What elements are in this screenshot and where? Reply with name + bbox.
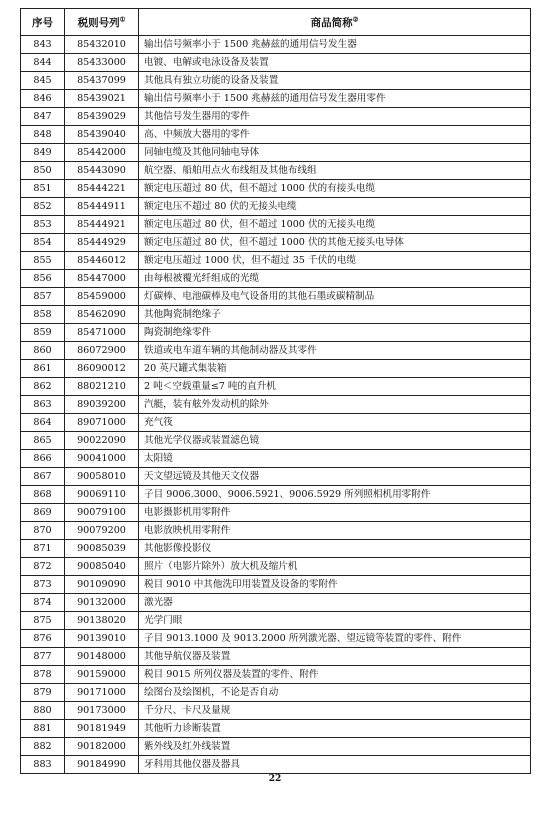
table-row <box>21 450 531 468</box>
tariff-code-cell: 85433000 <box>65 54 139 72</box>
serial-number-cell: 848 <box>21 126 65 144</box>
commodity-name-cell: 高、中频放大器用的零件 <box>139 126 531 144</box>
serial-number-cell: 860 <box>21 342 65 360</box>
tariff-code-cell: 90085039 <box>65 540 139 558</box>
serial-number-cell: 865 <box>21 432 65 450</box>
table-row <box>21 648 531 666</box>
tariff-code-cell: 85462090 <box>65 306 139 324</box>
serial-number-cell: 867 <box>21 468 65 486</box>
tariff-code-cell: 85444921 <box>65 216 139 234</box>
serial-number-cell: 877 <box>21 648 65 666</box>
commodity-name-cell: 额定电压不超过 80 伏的无接头电缆 <box>139 198 531 216</box>
table-row <box>21 126 531 144</box>
serial-number-cell: 881 <box>21 720 65 738</box>
commodity-name-cell: 输出信号频率小于 1500 兆赫兹的通用信号发生器 <box>139 36 531 54</box>
table-row <box>21 684 531 702</box>
serial-number-cell: 866 <box>21 450 65 468</box>
table-row <box>21 702 531 720</box>
commodity-name-cell: 陶瓷制绝缘零件 <box>139 324 531 342</box>
tariff-code-cell: 90022090 <box>65 432 139 450</box>
header-serial-number-label: 序号 <box>32 16 53 29</box>
commodity-name-cell: 子目 9006.3000、9006.5921、9006.5929 所列照相机用零附件 <box>139 486 531 504</box>
serial-number-cell: 870 <box>21 522 65 540</box>
header-tariff-code <box>65 9 139 36</box>
footnote-mark-2: ② <box>352 15 359 23</box>
tariff-code-cell: 85446012 <box>65 252 139 270</box>
serial-number-cell: 857 <box>21 288 65 306</box>
tariff-code-cell: 90079100 <box>65 504 139 522</box>
serial-number-cell: 873 <box>21 576 65 594</box>
serial-number-cell: 851 <box>21 180 65 198</box>
footnote-mark-1: ① <box>119 15 126 23</box>
header-tariff-code-label: 税则号列 <box>77 16 120 29</box>
table-row <box>21 396 531 414</box>
table-row <box>21 288 531 306</box>
serial-number-cell: 854 <box>21 234 65 252</box>
serial-number-cell: 849 <box>21 144 65 162</box>
serial-number-cell: 874 <box>21 594 65 612</box>
commodity-name-cell: 其他光学仪器或装置滤色镜 <box>139 432 531 450</box>
commodity-name-cell: 电影放映机用零附件 <box>139 522 531 540</box>
tariff-code-cell: 90171000 <box>65 684 139 702</box>
commodity-name-cell: 绘图台及绘图机，不论是否自动 <box>139 684 531 702</box>
table-body <box>21 36 531 774</box>
tariff-code-cell: 90159000 <box>65 666 139 684</box>
tariff-code-cell: 90181949 <box>65 720 139 738</box>
tariff-code-cell: 90148000 <box>65 648 139 666</box>
tariff-code-cell: 85442000 <box>65 144 139 162</box>
commodity-name-cell: 电影摄影机用零附件 <box>139 504 531 522</box>
serial-number-cell: 875 <box>21 612 65 630</box>
serial-number-cell: 853 <box>21 216 65 234</box>
table-row <box>21 198 531 216</box>
tariff-code-cell: 85459000 <box>65 288 139 306</box>
tariff-code-cell: 90069110 <box>65 486 139 504</box>
commodity-name-cell: 电镀、电解或电泳设备及装置 <box>139 54 531 72</box>
serial-number-cell: 872 <box>21 558 65 576</box>
serial-number-cell: 855 <box>21 252 65 270</box>
commodity-name-cell: 额定电压超过 80 伏，但不超过 1000 伏的其他无接头电导体 <box>139 234 531 252</box>
tariff-code-cell: 90138020 <box>65 612 139 630</box>
commodity-name-cell: 额定电压超过 1000 伏，但不超过 35 千伏的电缆 <box>139 252 531 270</box>
commodity-name-cell: 其他听力诊断装置 <box>139 720 531 738</box>
tariff-code-cell: 90058010 <box>65 468 139 486</box>
commodity-name-cell: 航空器、船舶用点火布线组及其他布线组 <box>139 162 531 180</box>
header-commodity-name-label: 商品简称 <box>310 16 353 29</box>
tariff-code-cell: 90184990 <box>65 756 139 774</box>
table-row <box>21 54 531 72</box>
table-row <box>21 342 531 360</box>
serial-number-cell: 859 <box>21 324 65 342</box>
commodity-name-cell: 铁道或电车道车辆的其他制动器及其零件 <box>139 342 531 360</box>
serial-number-cell: 847 <box>21 108 65 126</box>
commodity-name-cell: 牙科用其他仪器及器具 <box>139 756 531 774</box>
commodity-name-cell: 额定电压超过 80 伏，但不超过 1000 伏的有接头电缆 <box>139 180 531 198</box>
commodity-name-cell: 20 英尺罐式集装箱 <box>139 360 531 378</box>
serial-number-cell: 864 <box>21 414 65 432</box>
table-row <box>21 72 531 90</box>
tariff-code-cell: 86072900 <box>65 342 139 360</box>
tariff-code-cell: 90132000 <box>65 594 139 612</box>
tariff-code-cell: 90109090 <box>65 576 139 594</box>
table-row <box>21 108 531 126</box>
commodity-name-cell: 额定电压超过 80 伏，但不超过 1000 伏的无接头电缆 <box>139 216 531 234</box>
serial-number-cell: 883 <box>21 756 65 774</box>
commodity-name-cell: 其他影像投影仪 <box>139 540 531 558</box>
tariff-code-cell: 85447000 <box>65 270 139 288</box>
tariff-code-cell: 85444221 <box>65 180 139 198</box>
tariff-list-page <box>20 8 530 774</box>
table-row <box>21 324 531 342</box>
tariff-code-cell: 85471000 <box>65 324 139 342</box>
table-row <box>21 612 531 630</box>
tariff-code-cell: 85432010 <box>65 36 139 54</box>
serial-number-cell: 852 <box>21 198 65 216</box>
table-row <box>21 90 531 108</box>
serial-number-cell: 844 <box>21 54 65 72</box>
serial-number-cell: 882 <box>21 738 65 756</box>
tariff-code-cell: 90085040 <box>65 558 139 576</box>
commodity-name-cell: 灯碳棒、电池碳棒及电气设备用的其他石墨或碳精制品 <box>139 288 531 306</box>
tariff-code-cell: 90182000 <box>65 738 139 756</box>
commodity-name-cell: 由每根被覆光纤组成的光缆 <box>139 270 531 288</box>
commodity-name-cell: 激光器 <box>139 594 531 612</box>
commodity-name-cell: 2 吨＜空载重量≤7 吨的直升机 <box>139 378 531 396</box>
tariff-code-cell: 89071000 <box>65 414 139 432</box>
commodity-name-cell: 紫外线及红外线装置 <box>139 738 531 756</box>
commodity-name-cell: 其他导航仪器及装置 <box>139 648 531 666</box>
serial-number-cell: 845 <box>21 72 65 90</box>
serial-number-cell: 876 <box>21 630 65 648</box>
table-row <box>21 738 531 756</box>
table-row <box>21 162 531 180</box>
commodity-name-cell: 输出信号频率小于 1500 兆赫兹的通用信号发生器用零件 <box>139 90 531 108</box>
serial-number-cell: 846 <box>21 90 65 108</box>
header-serial-number <box>21 9 65 36</box>
commodity-name-cell: 照片（电影片除外）放大机及缩片机 <box>139 558 531 576</box>
table-row <box>21 522 531 540</box>
table-row <box>21 630 531 648</box>
tariff-code-cell: 89039200 <box>65 396 139 414</box>
commodity-name-cell: 税目 9010 中其他洗印用装置及设备的零附件 <box>139 576 531 594</box>
table-row <box>21 666 531 684</box>
tariff-code-cell: 90041000 <box>65 450 139 468</box>
table-row <box>21 468 531 486</box>
commodity-name-cell: 子目 9013.1000 及 9013.2000 所列激光器、望远镜等装置的零件、附件 <box>139 630 531 648</box>
table-row <box>21 486 531 504</box>
table-row <box>21 306 531 324</box>
tariff-code-cell: 85439021 <box>65 90 139 108</box>
table-row <box>21 504 531 522</box>
tariff-code-cell: 86090012 <box>65 360 139 378</box>
commodity-name-cell: 其他具有独立功能的设备及装置 <box>139 72 531 90</box>
table-row <box>21 720 531 738</box>
tariff-code-cell: 90139010 <box>65 630 139 648</box>
tariff-code-cell: 90173000 <box>65 702 139 720</box>
commodity-name-cell: 其他陶瓷制绝缘子 <box>139 306 531 324</box>
tariff-table <box>20 8 531 774</box>
table-row <box>21 36 531 54</box>
tariff-code-cell: 88021210 <box>65 378 139 396</box>
serial-number-cell: 871 <box>21 540 65 558</box>
table-row <box>21 144 531 162</box>
serial-number-cell: 868 <box>21 486 65 504</box>
tariff-code-cell: 85439040 <box>65 126 139 144</box>
tariff-code-cell: 85443090 <box>65 162 139 180</box>
table-row <box>21 180 531 198</box>
commodity-name-cell: 天文望远镜及其他天文仪器 <box>139 468 531 486</box>
table-row <box>21 432 531 450</box>
serial-number-cell: 869 <box>21 504 65 522</box>
table-row <box>21 576 531 594</box>
serial-number-cell: 861 <box>21 360 65 378</box>
tariff-code-cell: 85444929 <box>65 234 139 252</box>
tariff-code-cell: 85439029 <box>65 108 139 126</box>
serial-number-cell: 880 <box>21 702 65 720</box>
serial-number-cell: 850 <box>21 162 65 180</box>
commodity-name-cell: 太阳镜 <box>139 450 531 468</box>
commodity-name-cell: 汽艇，装有舷外发动机的除外 <box>139 396 531 414</box>
page-number: 22 <box>268 774 282 784</box>
serial-number-cell: 879 <box>21 684 65 702</box>
table-row <box>21 360 531 378</box>
serial-number-cell: 843 <box>21 36 65 54</box>
table-row <box>21 414 531 432</box>
commodity-name-cell: 税目 9015 所列仪器及装置的零件、附件 <box>139 666 531 684</box>
table-row <box>21 594 531 612</box>
tariff-code-cell: 85437099 <box>65 72 139 90</box>
serial-number-cell: 862 <box>21 378 65 396</box>
header-commodity-name <box>139 9 531 36</box>
table-header <box>21 9 531 36</box>
serial-number-cell: 858 <box>21 306 65 324</box>
table-row <box>21 270 531 288</box>
table-row <box>21 234 531 252</box>
table-row <box>21 216 531 234</box>
commodity-name-cell: 充气筏 <box>139 414 531 432</box>
serial-number-cell: 878 <box>21 666 65 684</box>
serial-number-cell: 856 <box>21 270 65 288</box>
tariff-code-cell: 90079200 <box>65 522 139 540</box>
table-row <box>21 756 531 774</box>
commodity-name-cell: 光学门眼 <box>139 612 531 630</box>
commodity-name-cell: 同轴电缆及其他同轴电导体 <box>139 144 531 162</box>
commodity-name-cell: 其他信号发生器用的零件 <box>139 108 531 126</box>
table-row <box>21 558 531 576</box>
header-row <box>21 9 531 36</box>
table-row <box>21 378 531 396</box>
table-row <box>21 252 531 270</box>
tariff-code-cell: 85444911 <box>65 198 139 216</box>
serial-number-cell: 863 <box>21 396 65 414</box>
commodity-name-cell: 千分尺、卡尺及量规 <box>139 702 531 720</box>
table-row <box>21 540 531 558</box>
